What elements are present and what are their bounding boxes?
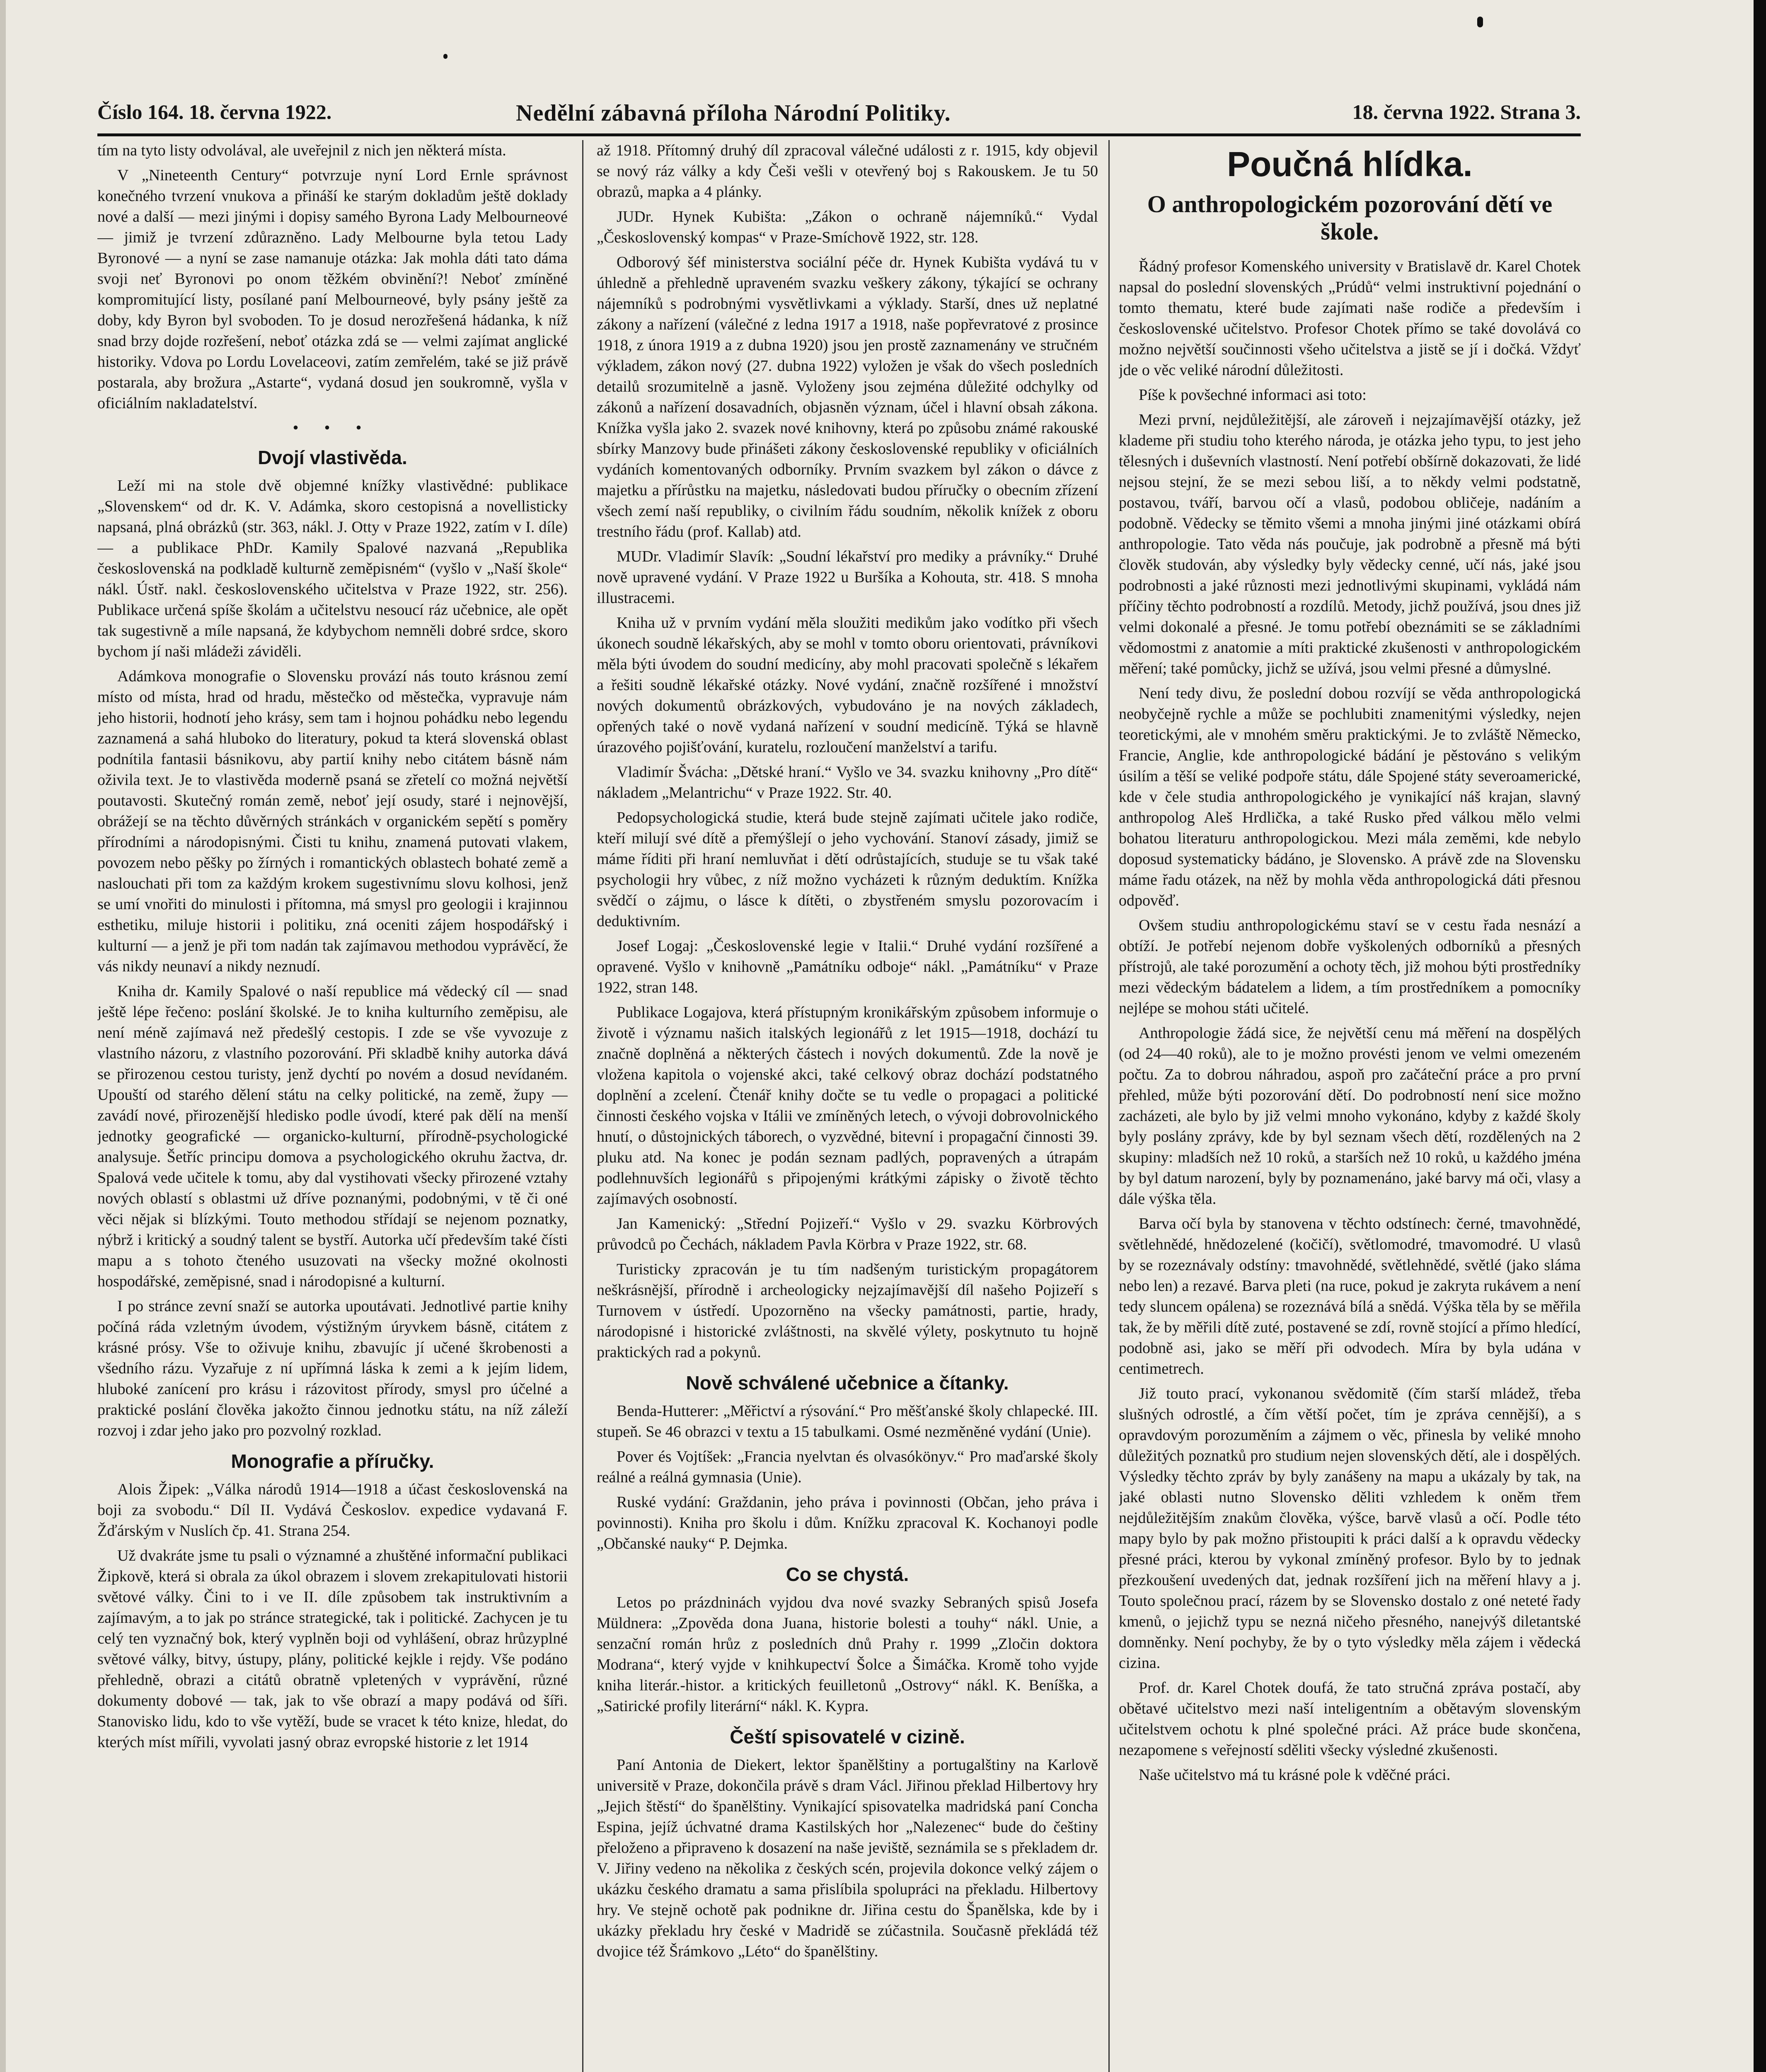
paragraph: Letos po prázdninách vyjdou dva nové svazky Sebraných spisů Josefa Müldnera: „Zpověda dona Juana, historie bolesti a touhy“ nákl. Unie, a senzační román hrůz z posledních dnů Prahy r. 1999 „Zločin doktora Modrana“, který vyjde v knihkupectví Šolce a Šimáčka. Kromě toho vyjde kniha literár.-histor. a kritických feuilletonů „Ostrovy“ nákl. K. Beníška, a „Satirické profily literární“ nákl. K. Kypra. [597,1594,1098,1715]
paragraph: tím na tyto listy odvolával, ale uveřejnil z nich jen některá místa. [97,142,506,159]
header-page-number: 18. června 1922. Strana 3. [1352,100,1581,123]
header-masthead: Nedělní zábavná příloha Národní Politiky. [516,100,951,126]
column-2 [597,140,1098,2072]
paragraph: Řádný profesor Komenského university v Bratislavě dr. Karel Chotek napsal do poslední slovenských „Prúdů“ velmi instruktivní pojednání o tomto thematu, které bude zajímati naše rodiče a především i československé učitelstvo. Profesor Chotek přímo se také dovolává co možno největší součinnosti všeho učitelstva a jistě se jí i dočká. Vždyť jde o věc veliké národní důležitosti. [1119,258,1581,379]
paragraph: JUDr. Hynek Kubišta: „Zákon o ochraně nájemníků.“ Vydal „Československý kompas“ v Praze-Smíchově 1922, str. 128. [597,208,1098,246]
paragraph: MUDr. Vladimír Slavík: „Soudní lékařství pro mediky a právníky.“ Druhé nově upravené vydání. V Praze 1922 u Buršíka a Kohouta, str. 418. S mnoha illustracemi. [597,548,1098,607]
paragraph: Už dvakráte jsme tu psali o významné a zhuštěné informační publikaci Žipkově, která si obrala za úkol obrazem i slovem zrekapitulovati historii světové války. Čini to i ve II. díle způsobem tak instruktivním a zajímavým, a to jak po stránce strategické, tak i politické. Zachycen je tu celý ten vyznačný bok, který vyplněn boji od vyhlášení, obraz hrůzyplné světové války, bitvy, ústupy, plány, politické kejkle i rejdy. Vše podáno přehledně, obrazi a citátů obratně vpletených v vyprávění, různé dokumenty dobové — tak, jak to vše obrazí a mapy podává od šíři. Stanovisko lidu, kdo to vše vytěží, bude se vracet k této knize, hledat, do kterých míst mířili, vyvolati jasný obraz evropské historie z let 1914 [97,1547,568,1751]
paragraph: Není tedy divu, že poslední dobou rozvíjí se věda anthropologická neobyčejně rychle a může se pochlubiti znamenitými výsledky, nejen teoretickými, ale v mnohém směru praktickými. Je to zvláště Německo, Francie, Anglie, kde anthropologické bádání je pěstováno s velikým úsilím a těší se veliké podpoře státu, dále Spojené státy severoamerické, kde v čele studia anthropologického je vynikající náš krajan, slavný anthropolog Aleš Hrdlička, a také Rusko před válkou mělo velmi bohatou literaturu anthropologickou. Mezi mála zeměmi, kde nebylo doposud systematicky bádáno, je Slovensko. A právě zde na Slovensku máme řadu otázek, na něž by mohla věda anthropologická dáti přesnou odpověď. [1119,685,1581,909]
header-rule [97,133,1581,136]
paragraph: Odborový šéf ministerstva sociální péče dr. Hynek Kubišta vydává tu v úhledně a přehledně upraveném svazku veškery zákony, týkající se ochrany nájemníků s podrobnými vysvětlivkami a výklady. Starší, dnes už neplatné zákony a nařízení (válečné z ledna 1917 a 1918, naše popřevratové z prosince 1918, z února 1919 a z dubna 1920) jsou jen prostě zaznamenány ve stručném výkladem, zákon nový (27. dubna 1922) vyložen je však do všech posledních detailů srozumitelně a jasně. Vyloženy jsou zejména důležité odchylky od zákonů a nařízení dosavadních, objasněn význam, účel i hlavní obsah zákona. Knížka vyšla jako 2. svazek nové knihovny, která po způsobu známé rakouské sbírky Manzovy bude přinášeti zákony československé republiky v oficiálních vydáních komentovaných odborníky. Prvním svazkem byl zákon o dávce z majetku a přírůstku na majetku, následovati budou příručky o obecním zřízení všech zemí naší republiky, o civilním řádu soudním, několik knížek z oboru trestního řádu (prof. Kallab) atd. [597,254,1098,540]
column-1 [97,140,568,2072]
paragraph: až 1918. Přítomný druhý díl zpracoval válečné události z r. 1915, kdy objevil se nový ráz války a kdy Češi vešli v otevřený boj s Rakouskem. Je tu 50 obrazů, mapka a 4 plánky. [597,142,1098,201]
paragraph: Ovšem studiu anthropologickému staví se v cestu řada nesnází a obtíží. Je potřebí nejenom dobře vyškolených odborníků a přesných přístrojů, ale také porozumění a ochoty těch, již mohou býti prostředníky mezi vědeckým bádatelem a lidem, a tím prostředníkem a pomocníky nejlépe se mohou státi učitelé. [1119,917,1581,1017]
paragraph: Pover és Vojtíšek: „Francia nyelvtan és olvasókönyv.“ Pro maďarské školy reálné a reálná gymnasia (Unie). [597,1448,1098,1486]
paragraph: Adámkova monografie o Slovensku provází nás touto krásnou zemí místo od místa, hrad od hradu, městečko od městečka, vypravuje nám jeho historii, hodnotí jeho krásy, sem tam i hojnou pohádku nebo legendu zaznamená a sahá hluboko do literatury, pokud ta která slovenská oblast podnítila fantasii básnikovu, aby partií knihy nebo citátem básně nám oživila text. Je to vlastivěda moderně psaná se zřetelí co možná největší poutavosti. Skutečný román země, neboť její osudy, staré i nejnovější, obrážejí se na těchto důvěrných stránkách v organickém sepětí s poměry přírodními a národopisnými. Čisti tu knihu, znamená putovati vlakem, povozem nebo pěšky po žírných i romantických oblastech bohaté země a naslouchati při tom za každým krokem sugestivnímu slovu kolhosi, jenž se umí vnořiti do minulosti i přítomna, má smysl pro geologii i krajinnou esthetiku, miluje historii i politiku, zná oceniti zájem hospodářský i kulturní — a jenž je při tom nadán tak zajímavou methodou vyprávěcí, že vás nikdy neunaví a nikdy neznudí. [97,668,568,975]
paragraph: Naše učitelstvo má tu krásné pole k vděčné práci. [1139,1766,1451,1784]
paragraph: Alois Žipek: „Válka národů 1914—1918 a účast československá na boji za svobodu.“ Díl II. Vydává Českoslov. expedice vydavaná F. Žďárským v Nuslích čp. 41. Strana 254. [97,1481,568,1539]
page-header [97,97,1581,126]
paragraph: Mezi první, nejdůležitější, ale zároveň i nejzajímavější otázky, jež klademe při studiu toho kterého národa, je otázka jeho typu, to jest jeho tělesných i duševních vlastností. Není potřebí obšírně dokazovati, že lidé nejsou stejní, že se mezi sebou liší, a to někdy velmi podstatně, postavou, tváří, barvou očí a vlasů, podobou obličeje, nadáním a podobně. Vědecky se těmito všemi a mnoha jinými jiné otázkami obírá anthropologie. Tato věda nás poučuje, jak podrobně a přesně má býti člověk studován, aby výsledky byly vědecky cenné, učí nás, jaké jsou podrobnosti a jaké různosti mezi jednotlivými skupinami, vykládá nám příčiny těchto podrobností a rozdílů. Metody, jichž používá, jsou dnes již velmi dokonalé a přesné. Je tomu potřebí obeznámiti se se základními vědomostmi z anatomie a míti praktické zkušenosti v anthropologickém měření; také pomůcky, jichž se užívá, jsou velmi přesné a důmyslné. [1119,411,1581,677]
paragraph: Leží mi na stole dvě objemné knížky vlastivědné: publikace „Slovenskem“ od dr. K. V. Adámka, skoro cestopisná a novellisticky napsaná, plná obrázků (str. 363, nákl. J. Otty v Praze 1922, zatím v I. díle) — a publikace PhDr. Kamily Spalové nazvaná „Republika československá na podkladě kulturně zeměpisném“ (vyšlo v „Naší škole“ nákl. Ústř. nakl. československého učitelstva v Praze 1922, str. 256). Publikace určená spíše školám a učitelstvu nesoucí ráz učebnice, ale opět tak sugestivně a míle napsaná, že kdybychom nemněli dobré srdce, skoro bychom jí naši mládeži záviděli. [97,477,568,660]
column-divider [1108,140,1110,2072]
section-divider: • • • [293,418,373,437]
section-heading: Dvojí vlastivěda. [258,447,407,468]
paragraph: Barva očí byla by stanovena v těchto odstínech: černé, tmavohnědé, světlehnědé, hnědozelené (kočičí), světlomodré, tmavomodré. U vlasů by se rozeznávaly odstíny: tmavohnědé, světlehnědé, světlé (jako sláma nebo len) a rezavé. Barva pleti (na ruce, pokud je zakryta rukávem a není tedy sluncem opálena) se rozeznává bílá a snědá. Výška těla by se měřila tak, že by měřili dítě zuté, postavené se zdí, rovně stojící a přímo hledící, podobně asi, jako se měří při odvodech. Míra by byla udána v centimetrech. [1119,1215,1581,1377]
section-heading: Čeští spisovatelé v cizině. [730,1726,965,1748]
section-heading: Co se chystá. [786,1564,909,1585]
paragraph: Kniha dr. Kamily Spalové o naší republice má vědecký cíl — snad ještě lépe řečeno: poslání školské. Je to kniha kulturního zeměpisu, ale není méně zajímavá než předešlý cestopis. I zde se vše vyvozuje z vlastního názoru, z vlastního pozorování. Při skladbě knihy autorka dává se přirozenou cestou turisty, jenž dychtí po novém a dosud nevídaném. Upouští od starého dělení státu na celky politické, na země, župy — zavádí nové, přirozenější hledisko podle úvodí, které pak dělí na menší jednotky geografické — organicko-kulturní, přírodně-psychologické analysuje. Šetříc principu domova a psychologického okruhu žactva, dr. Spalová vede učitele k tomu, aby dal vystihovati všecky přirozené vztahy nových oblastí s oblastmi už dříve poznanými, podobnými, v tě či oné věci nějak si blízkými. Touto methodou střídají se nejenom poznatky, nýbrž i kritický a soudný talent se bystří. Autorka učí především také čísti mapu a s tohoto čteného usuzovati na všecky možné okolnosti hospodářské, zeměpisné, snad i národopisné a kulturní. [97,983,568,1290]
page-edge-right [1754,0,1766,2072]
paragraph: Již touto prací, vykonanou svědomitě (čím starší mládež, třeba slušných odrostlé, a čím větší počet, tím je zpráva cennější), a s opravdovým porozuměním a zájmem o věc, přinesla by veliké mnoho důležitých poznatků pro studium nejen slovenských dětí, ale i dospělých. Výsledky těchto zpráv by byly zanášeny na mapu a ukázaly by tak, na jaké oblasti nutno Slovensko děliti vzhledem k oněm třem nejdůležitějším znakům člověka, výšce, barvě vlasů a očí. Podle této mapy bylo by pak možno přistoupiti k práci další a k opravdu vědecky přesné práci, kterou by vykonal zmíněný profesor. Bylo by to jednak přezkoušení uvedených dat, jednak rozšíření jich na měření hlavy a j. Touto společnou prací, rázem by se Slovensko dostalo z oné neteté řady kmenů, o jejichž typu se nezná ničeho přesného, nanejvýš diletantské domněnky. Není pochyby, že by o tyto výsledky měla zájem i vědecká cizina. [1119,1385,1581,1672]
paragraph: V „Nineteenth Century“ potvrzuje nyní Lord Ernle správnost konečného tvrzení vnukova a přináší ke starým dokladům ještě doklady nové a další — mezi jinými i dopisy samého Byrona Lady Melbourneové — jimiž je tvrzení zdůrazněno. Lady Melbourne byla tetou Lady Byronové — a nyní se zase namanuje otázka: Jak mohla dáti tato dáma svoji neť Byronovi po onom těžkém obvinění?! Neboť zmíněné kompromitující listy, posílané paní Melbourneové, byly psány ještě za doby, kdy Byron byl svoboden. To je dosud nerozřešená hádanka, k níž snad brzy dojde rozřešení, neboť otázka zdá se — velmi zajímat anglické historiky. Vdova po Lordu Lovelaceovi, zatím zemřelém, také se již právě postarala, aby brožura „Astarte“, vydaná dosud jen soukromně, vyšla v oficiálním nakladatelství. [97,167,568,412]
paragraph: Publikace Logajova, která přístupným kronikářským způsobem informuje o životě i významu našich italských legionářů z let 1915—1918, dochází tu značně doplněná a některých částech i nových dokumentů. Zde la nově je vložena kapitola o vojenské akci, také celkový obraz dochází podstatného doplnění a zcelení. Čtenář knihy dočte se tu vedle o propagaci a politické činnosti českého vojska v Itálii ve zmíněných letech, o vývoji dobrovolnického hnutí, o důstojnických táborech, o vyzvědné, bitevní i propagační činnosti 39. pluku atd. Na konec je podán seznam padlých, popravených a útrapám podlehnuvších legionářů s připojenými krátkými zápisky o životě těchto zajímavých osobností. [597,1004,1098,1208]
paragraph: Prof. dr. Karel Chotek doufá, že tato stručná zpráva postačí, aby obětavé učitelstvo mezi naší inteligentním a obětavým slovenským učitelstvem ochotu k plné společné práci. Až práce bude skončena, nezapomene s veřejností sděliti všecky výsledné zkušenosti. [1119,1679,1581,1759]
paragraph: Paní Antonia de Diekert, lektor španělštiny a portugalštiny na Karlově universitě v Praze, dokončila právě s dram Václ. Jiřinou překlad Hilbertovy hry „Jejich štěstí“ do španělštiny. Vynikající spisovatelka madridská paní Concha Espina, jejíž úchvatné drama Kastilských hor „Nalezenec“ bude do češtiny přeloženo a připraveno k dosazení na naše jeviště, seznámila se s překladem dr. V. Jiřiny vedeno na několika z českých scén, projevila dokonce velký zájem o ukázku českého dramatu a sama přislíbila spolupráci na překladu. Hilbertovy hry. Ve stejně ochotě pak podnikne dr. Jiřina cestu do Španělska, kde by i ukázky překladu hry české v Madridě se zúčastnila. Současně překládá též dvojice též Šrámkovo „Léto“ do španělštiny. [597,1756,1098,1960]
paragraph: Vladimír Švácha: „Dětské hraní.“ Vyšlo ve 34. svazku knihovny „Pro dítě“ nákladem „Melantrichu“ v Praze 1922. Str. 40. [597,763,1098,801]
paragraph: Píše k povšechné informaci asi toto: [1139,386,1367,404]
print-speck [1477,17,1483,27]
paragraph: Kniha už v prvním vydání měla sloužiti medikům jako vodítko při všech úkonech soudně lékařských, aby se mohl v tomto oboru orientovati, právníkovi měla býti úvodem do soudní medicíny, aby mohl pracovati společně s lékařem a řešiti soudně lékařské otázky. Nové vydání, značně rozšířené i množství nových dokumentů obrázkových, vybudováno je na nových základech, opřených také o nově vydaná nařízení v soudní medicíně. Týká se hlavně úrazového pojišťování, kuratelu, rozloučení manželství a tarifu. [597,614,1098,756]
column-divider [582,140,583,2072]
paragraph: Anthropologie žádá sice, že největší cenu má měření na dospělých (od 24—40 roků), ale to je možno provésti jenom ve velmi omezeném počtu. Za to dobrou náhradou, aspoň pro začáteční práce a pro první přehled, může býti pozorování dětí. Do podrobností není sice možno zacházeti, ale bylo by již velmi mnoho vykonáno, kdyby z každé školy byly poslány zprávy, kde by byl seznam všech dětí, rozdělených na 2 skupiny: mladších než 10 roků, a starších než 10 roků, u každého jména by byl datum narození, byly by poznamenáno, jaké barvy má oči, vlasy a dále výška těla. [1119,1024,1581,1208]
section-heading: Nově schválené učebnice a čítanky. [686,1372,1009,1394]
paragraph: Benda-Hutterer: „Měřictví a rýsování.“ Pro měšťanské školy chlapecké. III. stupeň. Se 46 obrazci v textu a 15 tabulkami. Osmé nezměněné vydání (Unie). [597,1402,1098,1440]
column-3 [1119,140,1581,2072]
paragraph: Jan Kamenický: „Střední Pojizeří.“ Vyšlo v 29. svazku Körbrových průvodců po Čechách, nákladem Pavla Körbra v Praze 1922, str. 68. [597,1215,1098,1253]
section-heading: Monografie a příručky. [231,1450,434,1472]
paragraph: I po stránce zevní snaží se autorka upoutávati. Jednotlivé partie knihy počíná ráda vzletným úvodem, výstižným úryvkem básně, citátem z krásné prósy. Vše to oživuje knihu, zbavujíc jí učené škrobenosti a všedního rázu. Vyzařuje z ní upřímná láska k zemi a k jejím lidem, hluboké zanícení pro krásu i rázovitost přírody, smysl pro účelné a praktické poslání člověka jakožto činnou jednotku státu, na níž záleží rozvoj i zdar jeho jako pro pozvolný rozklad. [97,1297,568,1439]
feature-subtitle: O anthropologickém pozorování dětí ve škole. [1147,191,1553,245]
paragraph: Pedopsychologická studie, která bude stejně zajímati učitele jako rodiče, kteří milují své dítě a přemýšlejí o jeho vychování. Stanoví zásady, jimiž se máme říditi při hraní nemluvňat i dětí odrůstajících, studuje se tu však také psychologii hry vůbec, z níž možno vycházeti k různým deduktím. Knížka svědčí o zájmu, o lásce k dítěti, o zbystřeném smyslu pozorovacím i deduktivním. [597,809,1098,930]
paragraph: Turisticky zpracován je tu tím nadšeným turistickým propagátorem neškrásnější, přírodně i archeologicky nejzajímavější díl našeho Pojizeří s Turnovem v ústředí. Upozorněno na všecky památnosti, partie, hrady, národopisné i historické zvláštnosti, na skvělé výlety, poskytnuto tu hojně praktických rad a pokynů. [597,1261,1098,1361]
header-issue: Číslo 164. 18. června 1922. [97,100,332,123]
paragraph: Josef Logaj: „Československé legie v Italii.“ Druhé vydání rozšířené a opravené. Vyšlo v knihovně „Památníku odboje“ nákl. „Památníku“ v Praze 1922, stran 148. [597,937,1098,996]
page-edge-left [0,0,6,2072]
paragraph: Ruské vydání: Graždanin, jeho práva i povinnosti (Občan, jeho práva i povinnosti). Kniha pro školu i dům. Knížku zpracoval K. Kochanoyi podle „Občanské nauky“ P. Dejmka. [597,1493,1098,1552]
print-speck [443,54,448,59]
feature-title: Poučná hlídka. [1227,145,1473,184]
